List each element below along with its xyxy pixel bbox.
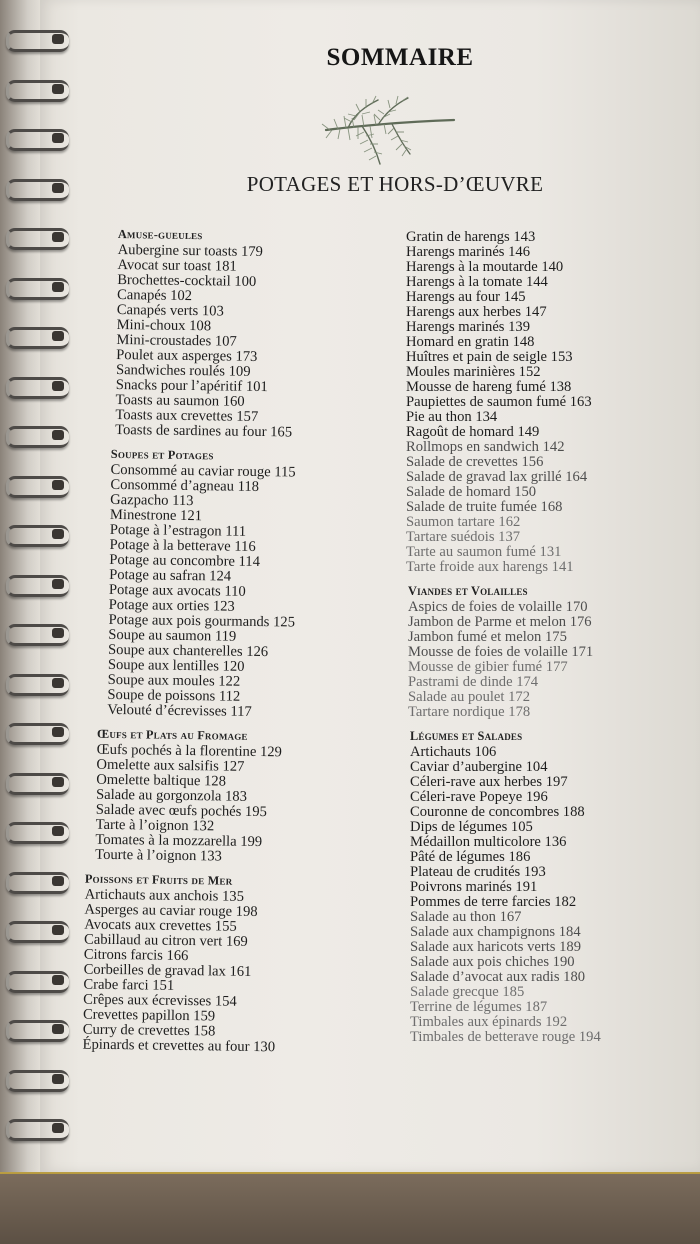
toc-entry: Potage aux orties 123 — [108, 596, 235, 615]
toc-entry: Curry de crevettes 158 — [82, 1021, 216, 1040]
toc-entry: Tourte à l’oignon 133 — [95, 846, 222, 865]
toc-column-right — [406, 230, 601, 1045]
toc-entry: Céleri-rave Popeye 196 — [410, 789, 548, 805]
toc-entry: Mini-choux 108 — [116, 316, 212, 335]
binding-ring — [4, 177, 70, 199]
background-surface — [0, 1174, 700, 1244]
toc-entry: Moules marinières 152 — [406, 364, 541, 380]
toc-entry: Gratin de harengs 143 — [406, 229, 536, 245]
toc-entry: Tartare suédois 137 — [406, 529, 521, 545]
toc-entry: Velouté d’écrevisses 117 — [107, 701, 252, 720]
toc-entry: Salade aux pois chiches 190 — [410, 954, 575, 970]
toc-entry: Tarte froide aux harengs 141 — [406, 559, 574, 575]
toc-entry: Omelette baltique 128 — [96, 771, 227, 790]
toc-entry: Soupe au saumon 119 — [108, 626, 237, 645]
toc-section — [410, 729, 601, 1045]
binding-wire — [6, 1070, 69, 1092]
section-heading: Légumes et Salades — [410, 729, 523, 743]
binding-ring — [4, 1018, 70, 1040]
toc-entry: Plateau de crudités 193 — [410, 864, 546, 880]
toc-entry: Potage aux pois gourmands 125 — [108, 611, 296, 631]
toc-entry: Mousse de hareng fumé 138 — [406, 379, 572, 395]
binding-ring — [4, 127, 70, 149]
binding-ring — [4, 721, 70, 743]
binding-wire — [6, 80, 69, 102]
binding-ring — [4, 276, 70, 298]
binding-wire — [6, 327, 69, 349]
herb-sprig-icon — [318, 92, 458, 170]
toc-entry: Tartare nordique 178 — [408, 704, 531, 720]
page-title: SOMMAIRE — [326, 44, 474, 71]
toc-entry: Dips de légumes 105 — [410, 819, 533, 835]
section-heading: Poissons et Fruits de Mer — [84, 871, 233, 888]
binding-wire — [6, 575, 69, 597]
toc-section — [115, 227, 300, 441]
binding-ring — [4, 672, 70, 694]
toc-entry: Timbales aux épinards 192 — [410, 1014, 568, 1030]
toc-entry: Harengs marinés 146 — [406, 244, 531, 260]
toc-entry: Gazpacho 113 — [110, 491, 194, 510]
binding-ring — [4, 325, 70, 347]
toc-entry: Crevettes papillon 159 — [82, 1006, 216, 1025]
toc-entry: Artichauts aux anchois 135 — [84, 886, 245, 905]
toc-entry: Soupe de poissons 112 — [107, 686, 241, 705]
toc-entry: Salade de homard 150 — [406, 484, 537, 500]
binding-ring — [4, 1068, 70, 1090]
binding-ring — [4, 78, 70, 100]
toc-entry: Toasts au saumon 160 — [115, 391, 245, 410]
toc-entry: Salade d’avocat aux radis 180 — [410, 969, 586, 985]
toc-entry: Pie au thon 134 — [406, 409, 498, 425]
toc-entry: Artichauts 106 — [410, 744, 497, 760]
toc-entry: Œufs pochés à la florentine 129 — [96, 741, 283, 761]
toc-entry: Salade de gravad lax grillé 164 — [406, 469, 588, 485]
binding-wire — [6, 773, 69, 795]
toc-entry: Épinards et crevettes au four 130 — [82, 1036, 276, 1056]
binding-wire — [6, 921, 69, 943]
binding-wire — [6, 476, 69, 498]
toc-entry: Potage au concombre 114 — [109, 551, 261, 571]
toc-entry: Ragoût de homard 149 — [406, 424, 540, 440]
toc-section — [408, 584, 601, 720]
toc-entry: Snacks pour l’apéritif 101 — [115, 376, 268, 396]
toc-entry: Harengs à la tomate 144 — [406, 274, 548, 290]
toc-entry: Potage à la betterave 116 — [109, 536, 256, 555]
binding-wire — [6, 377, 69, 399]
toc-entry: Pâté de légumes 186 — [410, 849, 531, 865]
toc-entry: Harengs au four 145 — [406, 289, 526, 305]
toc-section — [82, 872, 291, 1056]
toc-entry: Salade au gorgonzola 183 — [95, 786, 248, 805]
toc-entry: Mousse de gibier fumé 177 — [408, 659, 568, 675]
toc-entry: Couronne de concombres 188 — [410, 804, 585, 820]
toc-entry: Crabe farci 151 — [83, 976, 175, 994]
toc-entry: Aubergine sur toasts 179 — [117, 241, 264, 261]
section-heading: Viandes et Volailles — [408, 584, 528, 598]
toc-entry: Harengs marinés 139 — [406, 319, 531, 335]
toc-entry: Salade de truite fumée 168 — [406, 499, 563, 515]
binding-wire — [6, 228, 69, 250]
toc-entry: Homard en gratin 148 — [406, 334, 535, 350]
binding-wire — [6, 1020, 69, 1042]
toc-entry: Harengs aux herbes 147 — [406, 304, 547, 320]
toc-entry: Potage aux avocats 110 — [108, 581, 246, 600]
binding-wire — [6, 278, 69, 300]
toc-entry: Asperges au caviar rouge 198 — [84, 901, 258, 921]
binding-wire — [6, 674, 69, 696]
toc-entry: Tarte au saumon fumé 131 — [406, 544, 562, 560]
toc-entry: Salade de crevettes 156 — [406, 454, 544, 470]
binding-wire — [6, 723, 69, 745]
toc-entry: Médaillon multicolore 136 — [410, 834, 567, 850]
toc-entry: Aspics de foies de volaille 170 — [408, 599, 588, 615]
toc-entry: Caviar d’aubergine 104 — [410, 759, 548, 775]
binding-ring — [4, 1117, 70, 1139]
toc-entry: Omelette aux salsifis 127 — [96, 756, 245, 775]
toc-entry: Poulet aux asperges 173 — [116, 346, 258, 365]
binding-ring — [4, 523, 70, 545]
toc-entry: Jambon fumé et melon 175 — [408, 629, 567, 645]
toc-entry: Soupe aux moules 122 — [107, 671, 241, 690]
toc-entry: Pommes de terre farcies 182 — [410, 894, 577, 910]
binding-ring — [4, 771, 70, 793]
toc-section — [406, 230, 601, 575]
toc-entry: Sandwiches roulés 109 — [115, 361, 251, 380]
binding-wire — [6, 30, 69, 52]
binding-wire — [6, 872, 69, 894]
toc-entry: Citrons farcis 166 — [83, 946, 189, 965]
toc-entry: Timbales de betterave rouge 194 — [410, 1029, 601, 1045]
toc-entry: Potage à l’estragon 111 — [109, 521, 247, 540]
toc-entry: Soupe aux chanterelles 126 — [107, 641, 269, 661]
binding-ring — [4, 474, 70, 496]
section-heading: Œufs et Plats au Fromage — [96, 726, 248, 743]
toc-entry: Salade au thon 167 — [410, 909, 522, 925]
binding-wire — [6, 426, 69, 448]
toc-entry: Mini-croustades 107 — [116, 331, 237, 350]
binding-ring — [4, 573, 70, 595]
binding-wire — [6, 624, 69, 646]
binding-ring — [4, 870, 70, 892]
toc-entry: Céleri-rave aux herbes 197 — [410, 774, 568, 790]
binding-ring — [4, 226, 70, 248]
binding-wire — [6, 179, 69, 201]
toc-section — [95, 727, 293, 866]
binding-wire — [6, 1119, 69, 1141]
section-heading: Soupes et Potages — [110, 446, 214, 463]
binding-ring — [4, 28, 70, 50]
toc-entry: Mousse de foies de volaille 171 — [408, 644, 594, 660]
page-subtitle: POTAGES ET HORS-D’ŒUVRE — [246, 172, 544, 196]
toc-entry: Avocat sur toast 181 — [117, 256, 237, 275]
binding-ring — [4, 919, 70, 941]
toc-entry: Harengs à la moutarde 140 — [406, 259, 564, 275]
toc-entry: Consommé d’agneau 118 — [110, 476, 260, 495]
toc-entry: Rollmops en sandwich 142 — [406, 439, 565, 455]
toc-entry: Paupiettes de saumon fumé 163 — [406, 394, 592, 410]
toc-entry: Avocats aux crevettes 155 — [84, 916, 237, 935]
binding-ring — [4, 969, 70, 991]
toc-entry: Saumon tartare 162 — [406, 514, 521, 530]
toc-entry: Salade au poulet 172 — [408, 689, 530, 705]
toc-entry: Brochettes-cocktail 100 — [117, 271, 257, 290]
toc-entry: Terrine de légumes 187 — [410, 999, 548, 1015]
section-heading: Amuse-gueules — [117, 227, 203, 243]
toc-entry: Jambon de Parme et melon 176 — [408, 614, 592, 630]
toc-entry: Poivrons marinés 191 — [410, 879, 538, 895]
toc-entry: Huîtres et pain de seigle 153 — [406, 349, 573, 365]
toc-entry: Tarte à l’oignon 132 — [95, 816, 215, 835]
toc-entry: Consommé au caviar rouge 115 — [110, 461, 296, 481]
binding-wire — [6, 822, 69, 844]
toc-entry: Tomates à la mozzarella 199 — [95, 831, 263, 851]
toc-entry: Cabillaud au citron vert 169 — [83, 931, 248, 950]
binding-wire — [6, 129, 69, 151]
binding-ring — [4, 622, 70, 644]
binding-ring — [4, 424, 70, 446]
toc-entry: Corbeilles de gravad lax 161 — [83, 961, 252, 980]
toc-entry: Salade grecque 185 — [410, 984, 525, 1000]
toc-section — [107, 447, 297, 721]
toc-entry: Potage au safran 124 — [109, 566, 232, 585]
toc-entry: Crêpes aux écrevisses 154 — [83, 991, 237, 1010]
toc-entry: Canapés 102 — [116, 286, 193, 305]
toc-entry: Pastrami de dinde 174 — [408, 674, 539, 690]
binding-ring — [4, 820, 70, 842]
binding-wire — [6, 971, 69, 993]
toc-entry: Salade aux haricots verts 189 — [410, 939, 582, 955]
toc-entry: Soupe aux lentilles 120 — [107, 656, 245, 675]
binding-ring — [4, 375, 70, 397]
toc-entry: Salade aux champignons 184 — [410, 924, 581, 940]
toc-entry: Salade avec œufs pochés 195 — [95, 801, 267, 821]
toc-entry: Minestrone 121 — [109, 506, 203, 525]
toc-column-left — [82, 227, 300, 1056]
binding-wire — [6, 525, 69, 547]
toc-entry: Canapés verts 103 — [116, 301, 224, 320]
toc-entry: Toasts de sardines au four 165 — [115, 421, 293, 441]
toc-entry: Toasts aux crevettes 157 — [115, 406, 259, 425]
